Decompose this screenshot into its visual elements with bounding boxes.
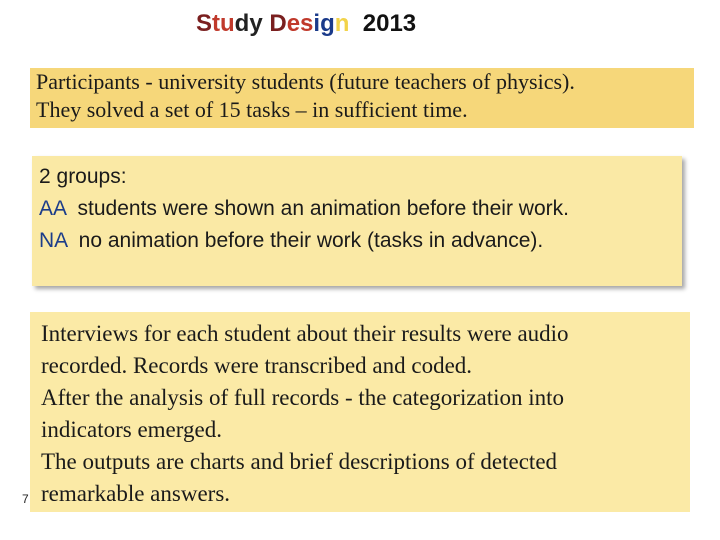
group-abbr: AA (39, 197, 66, 220)
method-line: After the analysis of full records - the categorization into (41, 385, 565, 410)
title-segment: es (286, 10, 314, 37)
groups-box (32, 156, 682, 286)
title-segment: S (196, 10, 213, 37)
participants-line: Participants - university students (future teachers of physics). (36, 69, 575, 94)
slide-title (196, 10, 416, 38)
title-segment: tu (212, 10, 235, 37)
title-segment: 2013 (349, 10, 417, 37)
group-abbr: NA (39, 229, 68, 252)
title-segment: g (320, 10, 335, 37)
title-segment: D (269, 10, 287, 37)
group-item (39, 225, 682, 257)
participants-box (30, 68, 694, 128)
group-desc: no animation before their work (tasks in advance). (67, 229, 544, 252)
groups-heading: 2 groups: (39, 165, 127, 188)
method-line: Interviews for each student about their results were audio (41, 321, 569, 346)
participants-line: They solved a set of 15 tasks – in sufficient time. (36, 97, 468, 122)
title-segment: dy (234, 10, 270, 37)
method-line: The outputs are charts and brief descriptions of detected (41, 449, 558, 474)
page-number: 7 (22, 492, 29, 506)
group-item (39, 193, 682, 225)
method-line: remarkable answers. (41, 481, 231, 506)
title-segment: i (313, 10, 321, 37)
method-box (30, 312, 690, 512)
group-desc: students were shown an animation before their work. (65, 197, 569, 220)
title-segment: n (334, 10, 350, 37)
method-line: indicators emerged. (41, 417, 222, 442)
method-line: recorded. Records were transcribed and coded. (41, 353, 473, 378)
